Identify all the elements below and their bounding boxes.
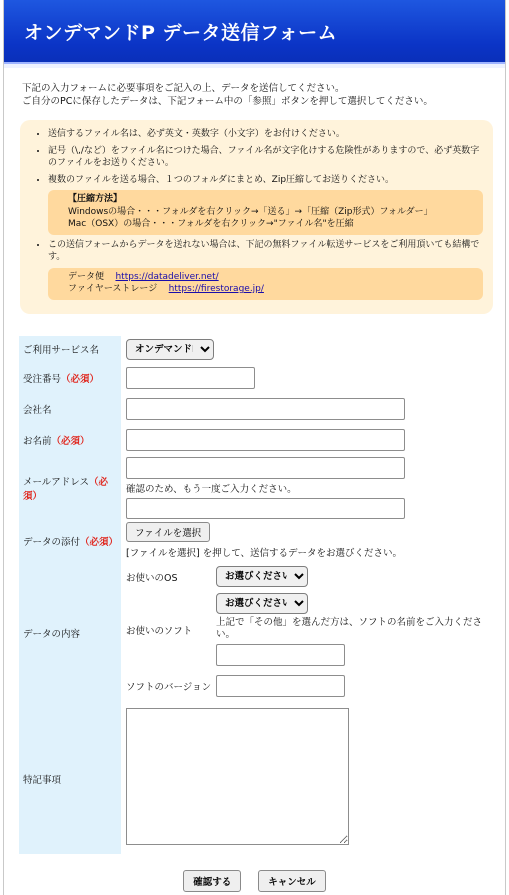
form-actions [19,870,490,892]
row-os [126,563,489,591]
page [3,0,506,895]
cell-remarks [121,704,490,854]
service-2-name: ファイヤーストレージ [68,284,158,294]
service-1-name: データ便 [68,271,105,282]
file-select-note: [ファイルを選択] を押して、送信するデータをお選びください。 [126,548,403,559]
label-name [19,425,121,456]
order-number-input[interactable] [126,367,255,389]
label-service: ご利用サービス名 [19,336,121,363]
email-confirm-note: 確認のため、もう一度ご入力ください。 [126,483,297,495]
cell-name [121,425,490,456]
label-content: データの内容 [19,562,121,704]
service-1-link[interactable]: https://datadeliver.net/ [115,271,219,282]
name-input[interactable] [126,429,405,451]
label-os: お使いのOS [126,572,178,584]
row-software [126,591,489,669]
notice-services-text: この送信フォームからデータを送れない場合は、下記の無料ファイル転送サービスをご利用頂いても結構です。 [48,239,480,262]
required-mark: （必須） [80,536,119,548]
cell-software [216,591,489,669]
cell-order [121,363,490,394]
label-email-text: メールアドレス [23,476,90,488]
intro-text [4,68,505,108]
label-company: 会社名 [19,394,121,425]
file-select-button[interactable]: ファイルを選択 [126,522,210,542]
cell-company [121,394,490,425]
label-email [19,456,121,520]
services-box [48,268,483,300]
service-row-1 [68,271,473,284]
row-content [19,562,490,704]
header-banner [4,0,505,68]
row-attach [19,520,490,562]
company-input[interactable] [126,398,405,420]
email-input[interactable] [126,457,405,479]
content-subtable [126,563,489,703]
notice-zip-text: 複数のファイルを送る場合、１つのフォルダにまとめ、Zip圧縮してお送りください。 [48,174,395,185]
confirm-button[interactable]: 確認する [183,870,241,892]
cell-content [121,562,490,704]
service-row-2 [68,283,473,296]
cell-os [216,563,489,591]
row-order [19,363,490,394]
label-order [19,363,121,394]
label-name-text: お名前 [23,436,52,447]
label-attach-text: データの添付 [23,536,81,548]
version-input[interactable] [216,675,345,697]
intro-line-2: ご自分のPCに保存したデータは、下記フォーム中の「参照」ボタンを押して選択してください。 [22,96,433,107]
row-company [19,394,490,425]
notice-item-symbols: • 記号（\,/など）をファイル名につけた場合、ファイル名が文字化けする危険性がありますので、必ず英数字のファイルをお送りください。 [48,145,483,170]
os-select[interactable] [216,566,308,587]
compress-title: 【圧縮方法】 [68,194,123,204]
row-email [19,456,490,520]
compress-method-box [48,190,483,235]
cancel-button[interactable]: キャンセル [258,870,326,892]
cell-email [121,456,490,520]
row-version [126,669,489,703]
notice-list [30,128,483,300]
compress-windows: Windowsの場合・・・フォルダを右クリック→「送る」→「圧縮（Zip形式）フォルダー」 [68,206,433,217]
form-table [19,336,490,854]
row-remarks [19,704,490,854]
label-order-text: 受注番号 [23,374,62,385]
intro-line-1: 下記の入力フォームに必要事項をご記入の上、データを送信してください。 [22,83,345,94]
cell-service [121,336,490,363]
label-attach [19,520,121,562]
cell-version [216,669,489,703]
notice-item-services [48,239,483,300]
remarks-textarea[interactable] [126,708,349,845]
service-2-link[interactable]: https://firestorage.jp/ [168,284,264,294]
notice-item-filename: • 送信するファイル名は、必ず英文・英数字（小文字）をお付けください。 [48,128,483,141]
software-select[interactable] [216,593,308,614]
notice-box [20,120,493,314]
software-note: 上記で「その他」を選んだ方は、ソフトの名前をご入力ください。 [216,617,483,640]
page-title: オンデマンドP データ送信フォーム [24,22,338,44]
label-software: お使いのソフト [126,625,193,637]
row-name [19,425,490,456]
label-version: ソフトのバージョン [126,681,212,693]
row-service [19,336,490,363]
label-remarks: 特記事項 [19,704,121,854]
compress-mac: Mac（OSX）の場合・・・フォルダを右クリック→"ファイル名"を圧縮 [68,219,354,229]
required-mark: （必須） [51,436,90,447]
required-mark: （必須） [23,476,109,502]
service-select[interactable] [126,339,214,360]
cell-attach [121,520,490,562]
email-confirm-input[interactable] [126,498,405,519]
notice-item-zip [48,174,483,235]
software-name-input[interactable] [216,644,345,666]
upload-form [19,336,490,892]
required-mark: （必須） [61,374,100,385]
